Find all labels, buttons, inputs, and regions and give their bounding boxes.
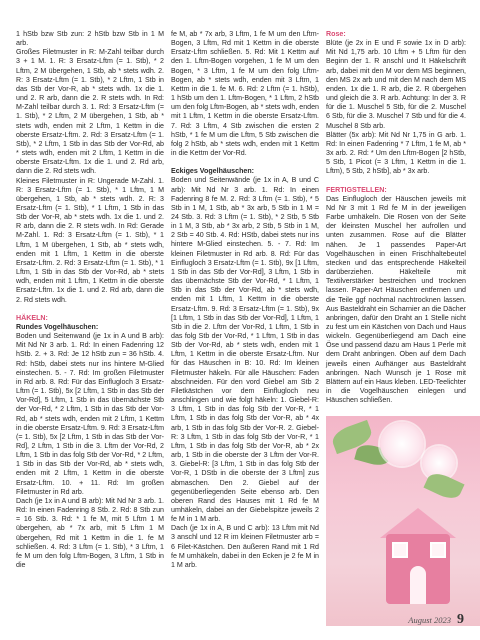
leaf-shape xyxy=(423,469,464,502)
paragraph-kleines-filetmuster: Kleines Filetmuster in R: Ungerade M-Zahl. 1. R: 3 Ersatz-Lftm (= 1. Stb), * 1 Lftm, 1 M übergehen, 1 Stb, ab * stets wdh. 2. R: 3 Ersatz-Lftm (= 1. Stb), * 1 Lftm, 1 Stb in das Stb der Vor-R, ab * stets wdh. 1x die 1. und 2. R arb, dann die 2. R stets wdh. In Rd: Gerade M-Zahl. 1. Rd: 3 Ersatz-Lftm (= 1. Stb), * 1 Lftm, 1 M übergehen, 1 Stb, ab * stets wdh, enden mit 1 Lftm, 1 Kettm in die oberste Ersatz-Lftm. 2. Rd: 3 Ersatz-Lftm (= 1. Stb), * 1 Lftm, 1 Stb in das Stb der Vor-Rd, ab * stets wdh, enden mit 1 Lftm, 1 Kettm in die oberste Ersatz-Lftm. 1x die 1. und 2. Rd arb, dann die 2. Rd stets wdh. xyxy=(16,176,164,304)
heading-haekeln: HÄKELN: xyxy=(16,313,48,322)
page-number: 9 xyxy=(457,612,464,627)
filet-window xyxy=(430,542,446,558)
birdhouse-photo xyxy=(326,416,480,626)
paragraph-stb-zun: 1 hStb bzw Stb zun: 2 hStb bzw Stb in 1 M arb. xyxy=(16,30,164,48)
subheading-eckiges-vogelhaeuschen: Eckiges Vogelhäuschen: xyxy=(171,167,255,176)
column-right xyxy=(326,30,466,405)
column-left xyxy=(16,30,164,570)
paragraph-boden-seitenwand: Boden und Seitenwand (je 1x in A und B arb): Mit Nd Nr 3 arb. 1. Rd: In einen Fadenring 12 hStb. 2. + 3. Rd: Je 12 hStb zun = 36 hStb. 4. Rd: hStb, dabei stets nur ins hintere M-Glied einstechen. 5. - 7. Rd: Im großen Filetmuster in Rd arb. 8. Rd: Für das Einflugloch 3 Ersatz-Lftm (= 1. Stb), 5x [2 Lftm, 1 Stb in das Stb der Vor-Rd], 5 Lftm, 1 Stb in das übernächste Stb der Vor-Rd, * 2 Lftm, 1 Stb in das Stb der Vor-Rd, ab * stets wdh, enden mit 2 Lftm, 1 Kettm in die oberste Ersatz-Lftm. 9. Rd: 3 Ersatz-Lftm (= 1. Stb), 5x [2 Lftm, 1 Stb in das Stb der Vor-Rd], 2 Lftm, 1 Stb in die 3. Lftm der Vor-Rd, 2 Lftm, 1 Stb in das folg Stb der Vor-Rd, * 2 Lftm, 1 Stb in das Stb der Vor-Rd, ab * stets wdh, enden mit 2 Lftm, 1 Kettm in die oberste Ersatz-Lftm. 10. + 11. Rd: Im großen Filetmuster in Rd arb. xyxy=(16,332,164,496)
page-footer xyxy=(408,612,464,628)
subheading-rundes-vogelhaeuschen: Rundes Vogelhäuschen: xyxy=(16,322,99,331)
heading-fertigstellen: FERTIGSTELLEN: xyxy=(326,185,387,194)
paragraph-grosses-filetmuster: Großes Filetmuster in R: M-Zahl teilbar durch 3 + 1 M. 1. R: 3 Ersatz-Lftm (= 1. Stb), * 2 Lftm, 2 M übergehen, 1 Stb, ab * stets wdh. 2. R: 3 Ersatz-Lftm (= 1. Stb), * 2 Lftm, 1 Stb in das Stb der Vor-R, ab * stets wdh. 1x die 1. und 2. R arb, dann die 2. R stets wdh. In Rd: M-Zahl teilbar durch 3. 1. Rd: 3 Ersatz-Lftm (= 1. Stb), * 2 Lftm, 2 M übergehen, 1 Stb, ab * stets wdh, enden mit 2 Lftm, 1 Kettm in die oberste Ersatz-Lftm. 2. Rd: 3 Ersatz-Lftm (= 1. Stb), * 2 Lftm, 1 Stb in das Stb der Vor-Rd, ab * stets wdh, enden mit 2 Lftm, 1 Kettm in die oberste Ersatz-Lftm. 1x die 1. und 2. Rd arb, dann die 2. Rd stets wdh. xyxy=(16,48,164,176)
heading-rose: Rose: xyxy=(326,30,346,38)
paragraph-dach-eckig: Dach (je 1x in A, B und C arb): 13 Lftm mit Nd 3 anschl und 12 R im kleinen Filetmuster arb = 6 Filet-Kästchen. Den äußeren Rand mit 1 Rd fe M umhäkeln, dabei in den Ecken je 2 fe M in 1 M arb. xyxy=(171,524,319,569)
filet-window xyxy=(392,542,408,558)
paragraph-dach: Dach (je 1x in A und B arb): Mit Nd Nr 3 arb. 1. Rd: In einen Fadenring 8 Stb. 2. Rd: 8 Stb zun = 16 Stb. 3. Rd: * 1 fe M, mit 5 Lftm 1 M übergehen, ab * 7x arb, mit 5 Lftm 1 M übergehen, Rd mit 1 Kettm in die 1. fe M schließen. 4. Rd: 3 Lftm (= 1. Stb), * 3 Lftm, 1 fe M um den folg Lftm-Bogen, 3 Lftm, 1 Stb in die xyxy=(16,496,164,570)
column-middle xyxy=(171,30,319,570)
rose-flower xyxy=(380,422,424,466)
paragraph-dach-continued: fe M, ab * 7x arb, 3 Lftm, 1 fe M um den Lftm-Bogen, 3 Lftm, Rd mit 1 Kettm in die oberste Ersatz-Lftm schließen. 5. Rd: Mit 1 Kettm auf den 1. Lftm-Bogen vorgehen, 1 fe M um den Bogen, * 3 Lftm, 1 fe M um den folg Lftm-Bogen, ab * stets wdh, enden mit 3 Lftm, 1 Kettm in die 1. fe M. 6. Rd: 2 Lftm (= 1. hStb), 1 hStb um den 1. Lftm-Bogen, * 1 Lftm, 2 hStb um den folg Lftm-Bogen, ab * stets wdh, enden mit 1 Lftm, 1 Kettm in die oberste Ersatz-Lftm. 7. Rd: 3 Lftm, 4 Stb zwischen die ersten 2 hStb, * 1 fe M um die Lftm, 5 Stb zwischen die folg 2 hStb, ab * stets wdh, enden mit 1 Kettm in die Kettm der Vor-Rd. xyxy=(171,30,319,158)
paragraph-blaetter: Blätter (5x arb): Mit Nd Nr 1,75 in G arb. 1. Rd: In einen Fadenring * 7 Lftm, 1 fe M, ab * 3x arb. 2. Rd: * Um den Lftm-Bogen [2 hStb, 5 Stb, 1 Picot (= 3 Lftm, 1 Kettm in die 1. Lftm), 5 Stb, 2 hStb], ab * 3x arb. xyxy=(326,130,466,176)
paragraph-bluete: Blüte (je 2x in E und F sowie 1x in D arb): Mit Nd 1,75 arb. 10 Lftm + 5 Lftm für den Beginn der 1. R anschl und It Häkelschrift arb, dabei mit den M vor dem MS beginnen, den MS 2x arb und mit den M nach dem MS enden. 1x die 1. R arb, die 2. R übergehen und gleich die 3. R arb. Achtung: In der 3. R für die 1. Muschel 5 Stb, für die 2. Muschel 6 Stb, für die 3. Muschel 7 Stb und für die 4. Muschel 8 Stb arb. xyxy=(326,39,466,130)
paragraph-fertigstellen: Das Einflugloch der Häuschen jeweils mit Nd Nr 3 mit 1 Rd fe M in der jeweiligen Farbe umhäkeln. Die Rosen von der Seite der kleinsten Muschel her aufrollen und unten zusammen. Rose auf die Blätter nähen. Je 1 passendes Paper-Art Vogelhäuschen in einen Frischhaltebeutel stecken und das entsprechende Häkelteil darüberziehen. Häkelteile mit Textilverstärker bestreichen und trocknen lassen. Paper-Art Häuschen entfernen und die Teile ggf nochmal nachtrocknen lassen. Aus Basteldraht ein Scharnier an die Dächer anbringen, dafür den Draht an 1 Stelle nicht zu fest um ein Kästchen von Dach und Haus wickeln. Gegenüberliegend am Dach eine Öse und passend dazu am Haus 1 Perle mit dem Draht anbringen. Oben auf dem Dach jeweils einen Aufhänger aus Basteldraht anbringen. Nach Wunsch je 1 Rose mit Blättern auf ein Haus kleben. LED-Teelichter in die Vogelhäuschen einlegen und Häuschen schließen. xyxy=(326,194,466,405)
issue-date: August 2023 xyxy=(408,615,451,625)
paragraph-boden-seitenwaende: Boden und Seitenwände (je 1x in A, B und C arb): Mit Nd Nr 3 arb. 1. Rd: In einen Fadenring 8 fe M. 2. Rd: 3 Lftm (= 1. Stb), * 5 Stb in 1 M, 1 Stb, ab * 3x arb, 5 Stb in 1 M = 24 Stb. 3. Rd: 3 Lftm (= 1. Stb), * 2 Stb, 5 Stb in 1 M, 3 Stb, ab * 3x arb, 2 Stb, 5 Stb in 1 M, 2 Stb = 40 Stb. 4. Rd: HStb, dabei stets nur ins hintere M-Glied einstechen. 5. - 7. Rd: Im kleinen Filetmuster in Rd arb. 8. Rd: Für das Einflugloch 3 Ersatz-Lftm (= 1. Stb), 9x [1 Lftm, 1 Stb in das Stb der Vor-Rd], 3 Lftm, 1 Stb in das übernächste Stb der Vor-Rd, * 1 Lftm, 1 Stb in das Stb der Vor-Rd, ab * stets wdh, enden mit 1 Lftm, 1 Kettm in die oberste Ersatz-Lftm. 9. Rd: 3 Ersatz-Lftm (= 1. Stb), 9x [1 Lftm, 1 Stb in das Stb der Vor-Rd], 1 Lftm, 1 Stb in die 2. Lftm der Vor-Rd, 1 Lftm, 1 Stb in das folg Stb der Vor-Rd, * 1 Lftm, 1 Stb in das Stb der Vor-Rd, ab * stets wdh, enden mit 1 Lftm, 1 Kettm in die oberste Ersatz-Lftm. Nur für das Häuschen in B: 10. Rd: Im kleinen Filetmuster häkeln. Für alle Häuschen: Faden abschneiden. Für den vord Giebel am Stb 2 Filetkästchen vor dem Einflugloch neu anschlingen und wie folgt häkeln: 1. Giebel-R: 3 Lftm, 1 Stb in das folg Stb der Vor-R, * 1 Lftm, 1 Stb in das folg Stb der Vor-R, ab * 4x arb, 1 Stb in das folg Stb der Vor-R. 2. Giebel-R: 3 Lftm, 1 Stb in das folg Stb der Vor-R, * 1 Lftm, 1 Stb in das folg Stb der Vor-R, ab * 2x arb, 1 Stb in die oberste der 3 Lftm der Vor-R. 3. Giebel-R: [3 Lftm, 1 Stb in das folg Stb der Vor-R, 1 DStb in die oberste der 3 Lftm] zus abmaschen. Den 2. Giebel auf der gegenüberliegenden Seite ebenso arb. Den oberen Rand des Hauses mit 1 Rd fe M umhäkeln, dabei an der Giebelspitze jeweils 2 fe M in 1 M arb. xyxy=(171,176,319,524)
birdhouse-entrance xyxy=(410,566,426,604)
